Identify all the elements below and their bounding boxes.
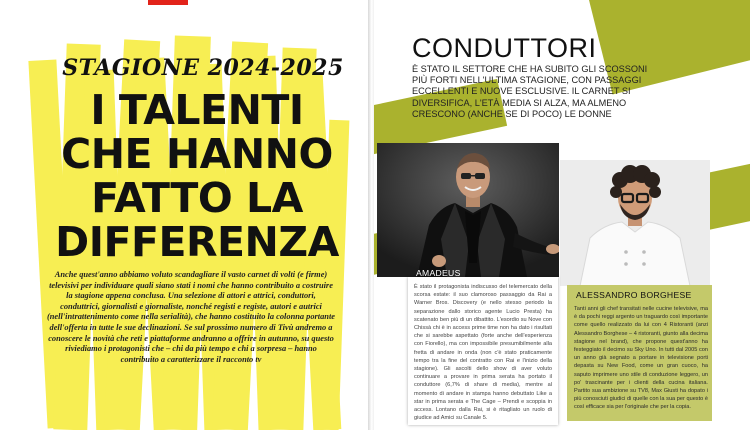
right-page [374,0,750,430]
section-deck: È STATO IL SETTORE CHE HA SUBITO GLI SCOSSONI PIÙ FORTI NELL'ULTIMA STAGIONE, CON PASSAGGI ECCELLENTI E NUOVE ESCLUSIVE. IL CARNET SI DIVERSIFICA, L'ETÀ MEDIA SI ALZA, MA ALMENO CRESCONO (ANCHE SE DI POCO) LE DONNE [412,64,648,119]
headline-line: I TALENTI [90,86,304,134]
headline-line: CHE HANNO [61,130,333,178]
photo-amadeus [377,143,559,277]
headline-line: FATTO LA [91,174,303,222]
photo-borghese [560,160,710,286]
caption-amadeus: AMADEUS [416,268,461,278]
borghese-portrait-icon [560,160,710,286]
body-text-amadeus: È stato il protagonista indiscusso del telemercato della scorsa estate: il suo clamoroso passaggio da Rai a Warner Bros. Discovery (e nello stesso periodo la separazione dallo storico agente Lucio Presta) ha scatenato ben più di un dibattito. L'esordio su Nove con Chissà chi è in access prime time non ha dato i risultati che si sarebbe aspettato (forte anche dell'esperienza con Fiorello), ma con impossibile presumibilmente alla fretta di andare in onda (non c'è stato praticamente tempo tra la fine del contratto con Rai e l'inizio della stagione). Gli ascolti dello show di aver voluto continuare a provare in prima serata ha portato il conduttore (6,7% di share di media), mentre al momento di andare in stampa hanno debuttato Like a star in prima serata e The Cage – Prendi e scoppia in access. Lontano dalla Rai, si è ritagliato un ruolo di giudice ad Amici su Canale 5. [414,284,552,422]
section-title: CONDUTTORI [412,33,597,63]
intro-paragraph: Anche quest'anno abbiamo voluto scandagliare il vasto carnet di volti (e firme) televisivi per individuare quali siano stati i nomi che hanno contribuito a costruire la stagione appena conclusa. Una selezione di attori e attrici, conduttori, conduttrici, giornalisti e giornaliste, nonché registi e registe, autori e autrici (nell'intrattenimento come nella serialità), che hanno costituito la colonna portante dell'offerta in tutte le sue declinazioni. Se sul prossimo numero di Tivù andremo a conoscere le novità che reti e piattaforme andranno a offrire in autunno, su questo riviediamo i protagonisti che – chi da più tempo e chi a sorpresa – hanno contribuito a caratterizzare il racconto tv [46,270,336,364]
left-page [0,0,368,430]
headline [42,88,352,264]
body-text-borghese: Tanti anni gli chef transitati nelle cucine televisive, ma è da pochi reggi argento un traguardo così importante come quello realizzato da lui con 4 Ristoranti (anzi Alessandro Borghese – 4 ristoranti, giunto alla decima stagione nel brand), che propone quest'anno ha festeggiato il decimo su Sky Uno. In tutti dal 2005 con un anno già segnato a portare in televisione porti depasta su New Food, come un gran cuoco, ha saputo imprimere uno stile di conduzione leggero, un po' trascinante per i clienti della cucina italiana. Partito sua ambizione su TV8, Max Giusti ha dopato i più conosciuti giudici di quelle con la sua per questo è così efficace sia per l'originale che per la copia. [574,306,709,411]
section-tab [148,0,188,5]
season-label: STAGIONE 2024-2025 [62,55,344,81]
amadeus-portrait-icon [377,143,559,277]
headline-line: DIFFERENZA [55,218,339,266]
caption-borghese: ALESSANDRO BORGHESE [576,290,692,300]
